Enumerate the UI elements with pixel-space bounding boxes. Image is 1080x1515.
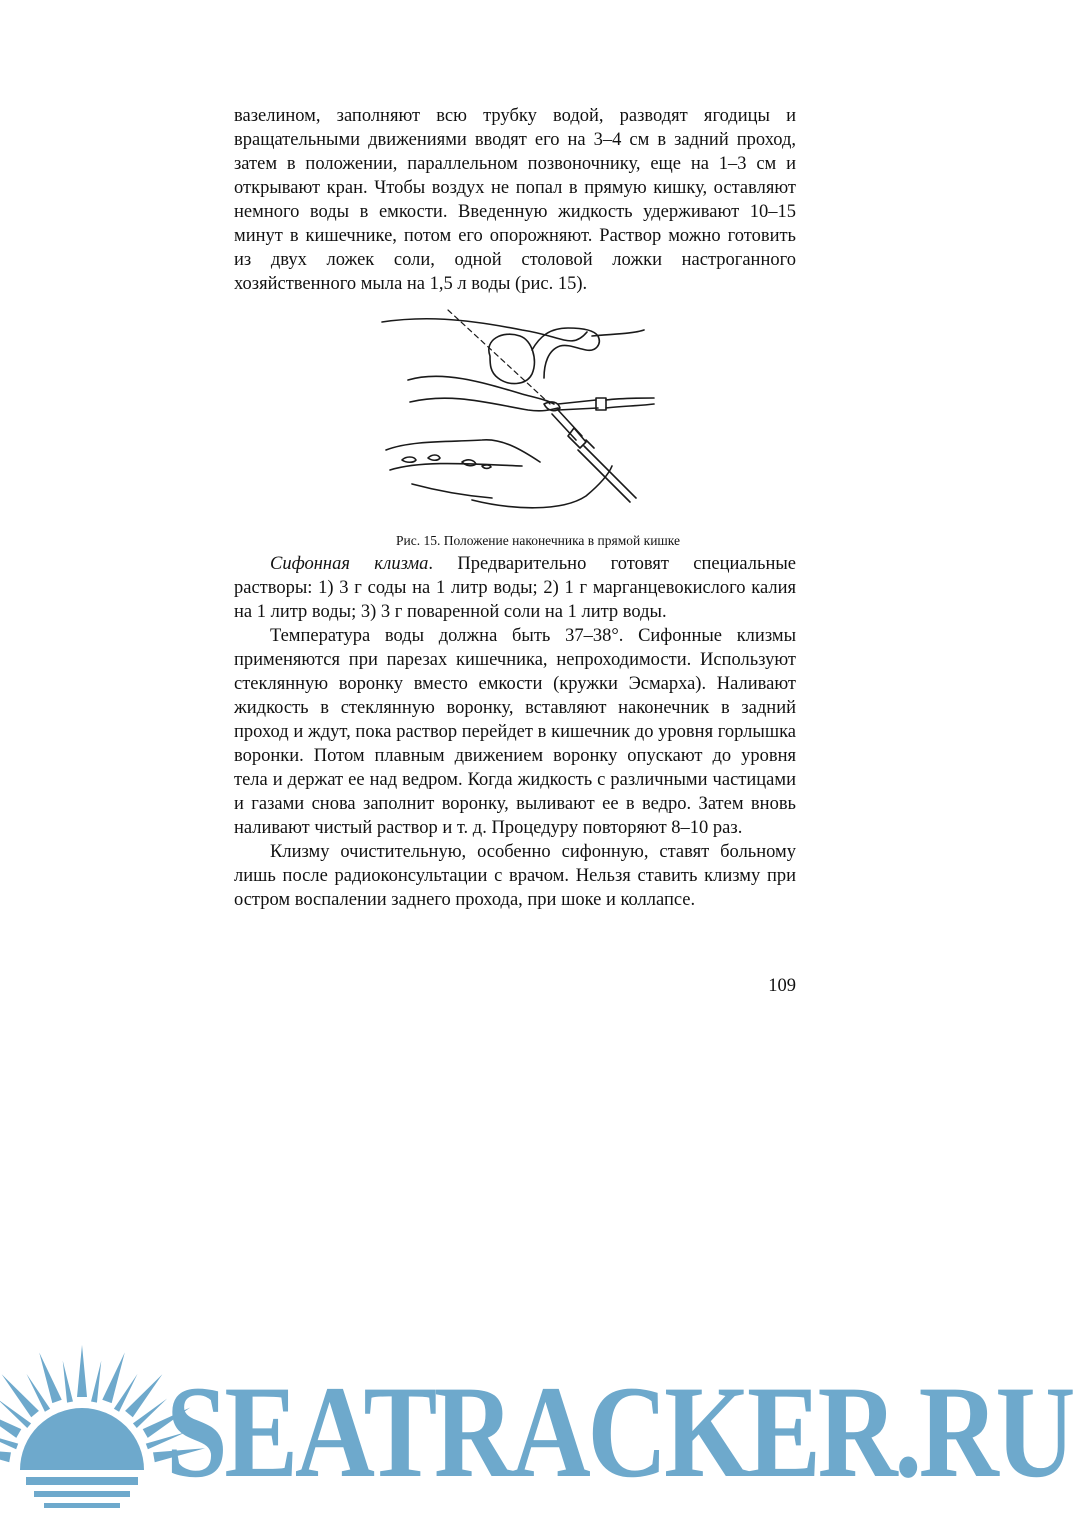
body-text-top (234, 104, 796, 296)
paragraph-2-rest: . Предварительно готовят специальные растворы: 1) 3 г соды на 1 литр воды; 2) 1 г марганцевокислого калия на 1 литр воды; 3) 3 г поваренной соли на 1 литр воды. (234, 554, 796, 622)
body-text-bottom (234, 552, 796, 912)
figure-rectum-tip-illustration (372, 300, 672, 525)
watermark-text: SEATRACKER.RU (166, 1358, 1073, 1505)
paragraph-3: Температура воды должна быть 37–38°. Сифонные клизмы применяются при парезах кишечника, непроходимости. Используют стеклянную воронку вместо емкости (кружки Эсмарха). Наливают жидкость в стеклянную воронку, вставляют наконечник в задний проход и ждут, пока раствор перейдет в кишечник до уровня горлышка воронки. Потом плавным движением воронку опускают до уровня тела и держат ее над ведром. Когда жидкость с различными частицами и газами снова заполнит воронку, выливают ее в ведро. Затем вновь наливают чистый раствор и т. д. Процедуру повторяют 8–10 раз. (234, 626, 796, 838)
paragraph-2 (234, 552, 796, 624)
page-number: 109 (768, 976, 796, 996)
paragraph-4: Клизму очистительную, особенно сифонную, ставят больному лишь после радиоконсультации с врачом. Нельзя ставить клизму при остром воспалении заднего прохода, при шоке и коллапсе. (234, 842, 796, 910)
figure-caption: Рис. 15. Положение наконечника в прямой кишке (395, 533, 681, 548)
paragraph-1: вазелином, заполняют всю трубку водой, разводят ягодицы и вращательными движениями вводят его на 3–4 см в задний проход, затем в положении, параллельном позвоночнику, еще на 1–3 см и открывают кран. Чтобы воздух не попал в прямую кишку, оставляют немного воды в емкости. Введенную жидкость удерживают 10–15 минут в кишечнике, потом его опорожняют. Раствор можно готовить из двух ложек соли, одной столовой ложки настроганного хозяйственного мыла на 1,5 л воды (рис. 15). (234, 106, 796, 294)
paragraph-2-lead: Сифонная клизма (270, 554, 429, 574)
